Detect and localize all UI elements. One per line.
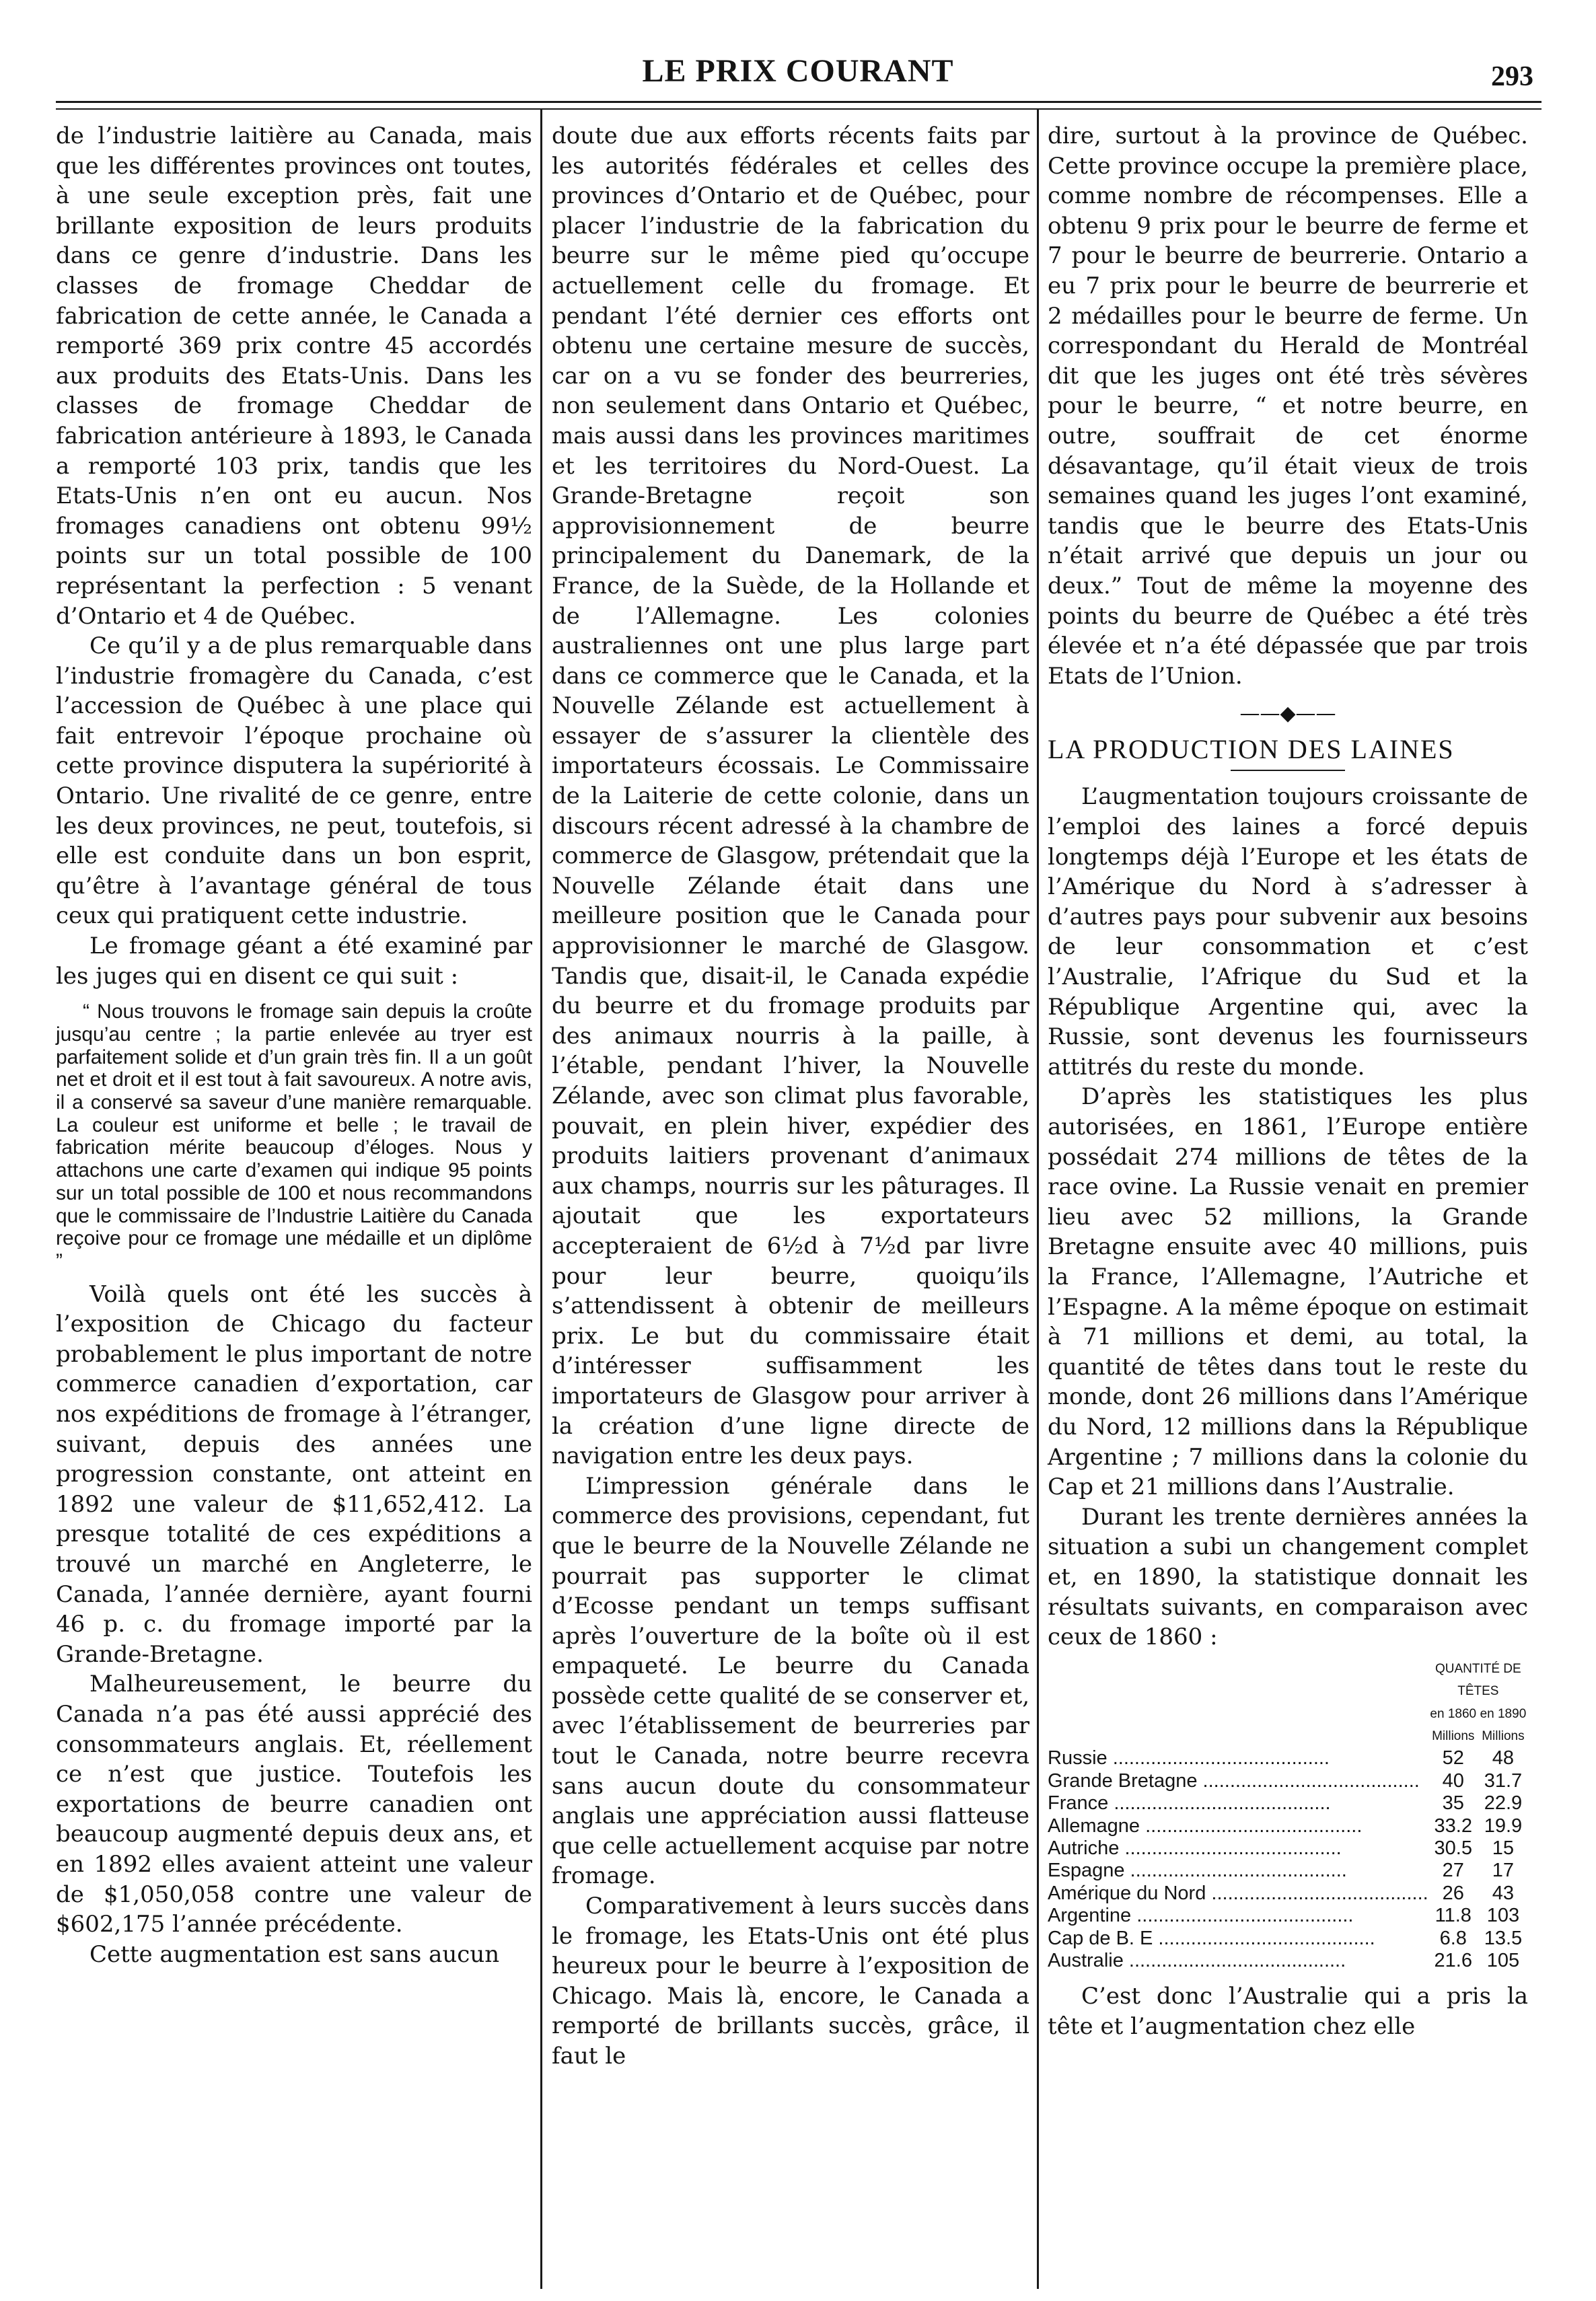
paragraph: Cette augmentation est sans aucun <box>89 1940 500 1968</box>
column-header-1890: en 1890 <box>1480 1706 1527 1721</box>
table-caption-row <box>1048 1658 1528 1703</box>
table-row <box>1048 1883 1528 1905</box>
column-divider <box>1037 110 1039 2289</box>
table-row <box>1048 1928 1528 1950</box>
paragraph: Voilà quels ont été les succès à l’exposition de Chicago du facteur probablement le plus important de notre commerce canadien d’exportation, car nos expéditions de fromage à l’étranger, suivant, depuis des années une progression constante, ont atteint en 1892 une valeur de $11,652,412. La presque totalité de ces expéditions a trouvé un marché en Angleterre, le Canada, l’année dernière, ayant fourni 46 p. c. du fromage importé par la Grande-Bretagne. <box>56 1280 532 1668</box>
paragraph: Comparativement à leurs succès dans le fromage, les Etats-Unis ont été plus heureux pour le beurre à l’exposition de Chicago. Mais là, encore, le Canada a remporté de brillants succès, grâce, il faut le <box>552 1893 1029 2070</box>
paragraph: Le fromage géant a été examiné par les juges qui en disent ce qui suit : <box>56 933 532 990</box>
unit-label: Millions <box>1482 1728 1525 1743</box>
country-cell: Russie ........................................ <box>1048 1747 1330 1769</box>
page-title: LE PRIX COURANT <box>642 53 954 89</box>
value-1860-cell: 21.6 <box>1434 1949 1472 1971</box>
column-divider <box>540 110 542 2289</box>
paragraph: dire, surtout à la province de Québec. Cette province occupe la première place, comme nombre de récompenses. Elle a obtenu 9 prix pour le beurre de ferme et 7 pour le beurre de beurrerie. Ontario a eu 7 prix pour le beurre de beurrerie et 2 médailles pour le beurre de ferme. Un correspondant du Herald de Montréal dit que les juges ont été très sévères pour le beurre, “ et notre beurre, en outre, souffrait de cet énorme désavantage, qu’il était vieux de trois semaines quand les juges l’ont examiné, tandis que le beurre des Etats-Unis n’était arrivé que depuis un jour ou deux.” Tout de même la moyenne des points du beurre de Québec a été très élevée et n’a été dépassée que par trois Etats de l’Union. <box>1048 122 1528 690</box>
value-1860-cell: 11.8 <box>1435 1905 1472 1927</box>
value-1890-cell: 15 <box>1492 1837 1515 1859</box>
value-1860-cell: 52 <box>1442 1747 1464 1769</box>
table-row <box>1048 1905 1528 1927</box>
table-row <box>1048 1747 1528 1769</box>
country-cell: France ........................................ <box>1048 1792 1331 1815</box>
table-row <box>1048 1860 1528 1882</box>
country-cell: Australie ........................................ <box>1048 1949 1346 1971</box>
value-1860-cell: 30.5 <box>1434 1837 1472 1859</box>
article-separator: ——◆—— <box>1239 702 1336 726</box>
table-caption: QUANTITÉ DE TÊTES <box>1435 1661 1521 1699</box>
country-cell: Autriche ........................................ <box>1048 1837 1342 1859</box>
paragraph: Malheureusement, le beurre du Canada n’a pas été aussi apprécié des consommateurs anglais. Et, réellement ce n’est que justice. Toutefois les exportations de beurre canadien ont beaucoup augmenté depuis deux ans, et en 1892 elles avaient atteint une valeur de $1,050,058 contre une valeur de $602,175 l’année précédente. <box>56 1671 532 1938</box>
value-1860-cell: 35 <box>1442 1792 1464 1815</box>
text-column-2 <box>552 121 1029 2072</box>
table-unit-row <box>1048 1725 1528 1747</box>
value-1890-cell: 105 <box>1486 1949 1520 1971</box>
value-1860-cell: 6.8 <box>1439 1927 1467 1949</box>
value-1890-cell: 13.5 <box>1484 1927 1523 1949</box>
header-rule-thin <box>56 108 1541 110</box>
value-1890-cell: 31.7 <box>1484 1769 1523 1792</box>
paragraph: L’augmentation toujours croissante de l’emploi des laines a forcé depuis longtemps déjà l’Europe et les états de l’Amérique du Nord à s’adresser à d’autres pays pour subvenir aux besoins de leur consommation et c’est l’Australie, l’Afrique du Sud et la République Argentine qui, avec la Russie, sont devenus les fournisseurs attitrés du reste du monde. <box>1048 783 1528 1081</box>
paragraph: de l’industrie laitière au Canada, mais que les différentes provinces ont toutes, à une seule exception près, fait une brillante exposition de leurs produits dans ce genre d’industrie. Dans les classes de fromage Cheddar de fabrication de cette année, le Canada a remporté 369 prix contre 45 accordés aux produits des Etats-Unis. Dans les classes de fromage Cheddar de fabrication antérieure à 1893, le Canada a remporté 103 prix, tandis que les Etats-Unis n’en ont eu aucun. Nos fromages canadiens ont obtenu 99½ points sur un total possible de 100 représentant la perfection : 5 venant d’Ontario et 4 de Québec. <box>56 122 532 630</box>
value-1890-cell: 48 <box>1492 1747 1515 1769</box>
paragraph: C’est donc l’Australie qui a pris la tête et l’augmentation chez elle <box>1048 1983 1528 2040</box>
value-1890-cell: 22.9 <box>1484 1792 1523 1815</box>
value-1860-cell: 26 <box>1442 1882 1464 1904</box>
country-cell: Cap de B. E ........................................ <box>1048 1927 1375 1949</box>
country-cell: Allemagne ........................................ <box>1048 1815 1363 1837</box>
table-row <box>1048 1792 1528 1815</box>
unit-label: Millions <box>1432 1728 1475 1743</box>
wool-statistics-table <box>1048 1658 1528 1973</box>
page-header <box>0 0 1596 101</box>
paragraph: doute due aux efforts récents faits par les autorités fédérales et celles des provinces d’Ontario et de Québec, pour placer l’industrie de la fabrication du beurre sur le même pied qu’occupe actuellement celle du fromage. Et pendant l’été dernier ces efforts ont obtenu une certaine mesure de succès, car on a vu se fonder des beurreries, non seulement dans Ontario et Québec, mais aussi dans les provinces maritimes et les territoires du Nord-Ouest. La Grande-Bretagne reçoit son approvisionnement de beurre principalement du Danemark, de la France, de la Suède, de la Hollande et de l’Allemagne. Les colonies australiennes ont une plus large part dans ce commerce que le Canada, et la Nouvelle Zélande est actuellement à essayer de s’assurer la clientèle des importateurs écossais. Le Commissaire de la Laiterie de cette colonie, dans un discours récent adressé à la chambre de commerce de Glasgow, prétendait que la Nouvelle Zélande était dans une meilleure position que le Canada pour approvisionner le marché de Glasgow. Tandis que, disait-il, le Canada expédie du beurre et du fromage produits par des animaux nourris à la paille, à l’étable, pendant l’hiver, la Nouvelle Zélande, avec son climat plus favorable, pouvait, en plein hiver, expédier des produits laitiers provenant d’animaux aux champs, nourris sur les pâturages. Il ajoutait que les exportateurs accepteraient de 6½d à 7½d par livre pour leur beurre, quoiqu’ils s’attendissent à obtenir de meilleurs prix. Le but du commissaire était d’intéresser suffisamment les importateurs de Glasgow pour arriver à la création d’une ligne directe de navigation entre les deux pays. <box>552 122 1029 1470</box>
header-rule <box>56 101 1541 103</box>
table-row <box>1048 1815 1528 1837</box>
value-1890-cell: 43 <box>1492 1882 1515 1904</box>
text-column-3 <box>1048 121 1528 2042</box>
value-1860-cell: 40 <box>1442 1769 1464 1792</box>
page-number: 293 <box>1491 61 1533 92</box>
paragraph: D’après les statistiques les plus autorisées, en 1861, l’Europe entière possédait 274 millions de têtes de la race ovine. La Russie venait en premier lieu avec 52 millions, la Grande Bretagne ensuite avec 40 millions, puis la France, l’Allemagne, l’Autriche et l’Espagne. A la même époque on estimait à 71 millions et demi, au total, la quantité de têtes dans tout le reste du monde, dont 26 millions dans l’Amérique du Nord, 12 millions dans la République Argentine ; 7 millions dans la colonie du Cap et 21 millions dans l’Australie. <box>1048 1083 1528 1501</box>
country-cell: Grande Bretagne ........................................ <box>1048 1769 1420 1792</box>
table-header-row <box>1048 1703 1528 1725</box>
value-1890-cell: 103 <box>1486 1905 1520 1927</box>
paragraph: Durant les trente dernières années la situation a subi un changement complet et, en 1890, la statistique donnait les résultats suivants, en comparaison avec ceux de 1860 : <box>1048 1503 1528 1651</box>
table-row <box>1048 1770 1528 1792</box>
judges-quote: “ Nous trouvons le fromage sain depuis la croûte jusqu’au centre ; la partie enlevée au tryer est parfaitement solide et d’un grain très fin. Il a un goût net et droit et il est tout à fait savoureux. A notre avis, il a conservé sa saveur d’une manière remarquable. La couleur est uniforme et belle ; le travail de fabrication mérite beaucoup d’éloges. Nous y attachons une carte d’examen qui indique 95 points sur un total possible de 100 et nous recommandons que le commissaire de l’Industrie Laitière du Canada reçoive pour ce fromage une médaille et un diplôme ” <box>56 1000 532 1272</box>
value-1860-cell: 33.2 <box>1434 1815 1472 1837</box>
country-cell: Argentine ........................................ <box>1048 1905 1354 1927</box>
value-1860-cell: 27 <box>1442 1860 1464 1882</box>
value-1890-cell: 19.9 <box>1484 1815 1523 1837</box>
column-header-1860: en 1860 <box>1430 1706 1477 1721</box>
table-row <box>1048 1950 1528 1972</box>
title-rule <box>1231 770 1345 771</box>
country-cell: Espagne ........................................ <box>1048 1860 1347 1882</box>
value-1890-cell: 17 <box>1492 1860 1515 1882</box>
article-title: LA PRODUCTION DES LAINES <box>1048 733 1455 764</box>
table-row <box>1048 1837 1528 1860</box>
paragraph: L’impression générale dans le commerce des provisions, cependant, fut que le beurre de la Nouvelle Zélande ne pourrait pas supporter le climat d’Ecosse pendant un temps suffisant après l’ouverture de la boîte où il est empaqueté. Le beurre du Canada possède cette qualité de se conserver et, avec l’établissement de beurreries par tout le Canada, notre beurre recevra sans aucun doute du consommateur anglais une appréciation aussi flatteuse que celle actuellement acquise par notre fromage. <box>552 1472 1029 1890</box>
country-cell: Amérique du Nord ........................................ <box>1048 1882 1428 1904</box>
text-column-1 <box>56 121 532 1969</box>
paragraph: Ce qu’il y a de plus remarquable dans l’industrie fromagère du Canada, c’est l’accession de Québec à une place qui fait entrevoir l’époque prochaine où cette province disputera la supériorité à Ontario. Une rivalité de ce genre, entre les deux provinces, ne peut, toutefois, si elle est conduite dans un bon esprit, qu’être à l’avantage général de tous ceux qui pratiquent cette industrie. <box>56 632 532 930</box>
